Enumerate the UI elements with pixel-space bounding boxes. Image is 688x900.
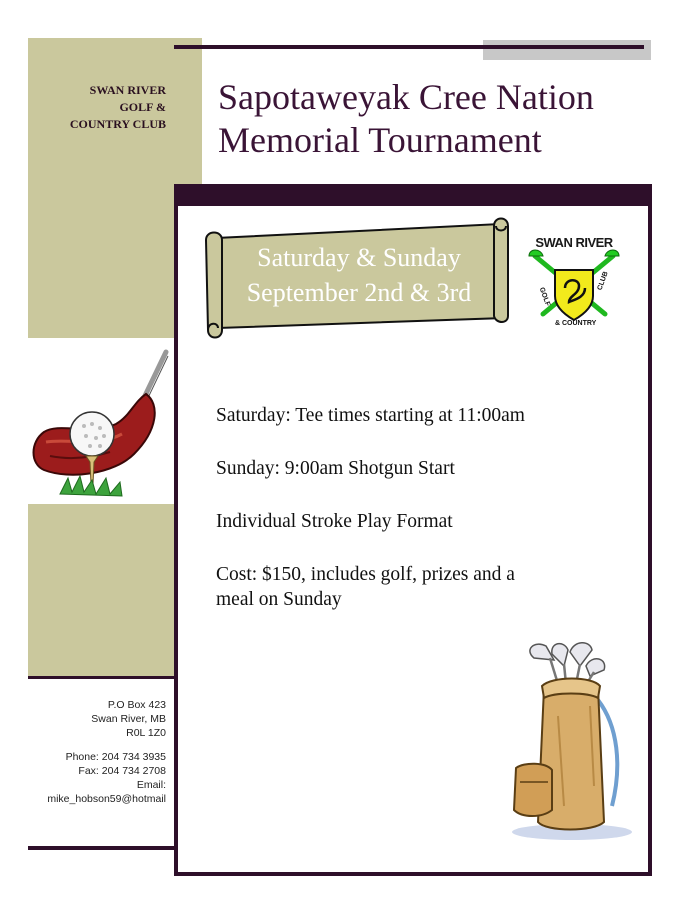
- address-line: Swan River, MB: [91, 713, 166, 725]
- banner-line: Saturday & Sunday: [257, 243, 461, 272]
- club-name: [36, 82, 166, 133]
- logo-side-right: CLUB: [596, 270, 610, 292]
- address-line: P.O Box 423: [107, 699, 166, 711]
- banner-line: September 2nd & 3rd: [246, 278, 472, 307]
- top-rule: [174, 45, 644, 49]
- logo-title: SWAN RIVER: [535, 235, 613, 250]
- title-line: Sapotaweyak Cree Nation: [218, 77, 594, 117]
- email-address[interactable]: mike_hobson59@hotmail: [47, 793, 166, 805]
- detail-tee-times: Saturday: Tee times starting at 11:00am: [216, 405, 525, 426]
- phone-number: Phone: 204 734 3935: [65, 751, 166, 763]
- detail-format: Individual Stroke Play Format: [216, 511, 453, 532]
- address-line: R0L 1Z0: [126, 727, 166, 739]
- contact-info: [30, 698, 166, 806]
- fax-number: Fax: 204 734 2708: [78, 765, 166, 777]
- detail-shotgun-start: Sunday: 9:00am Shotgun Start: [216, 458, 455, 479]
- tournament-details: [216, 403, 536, 640]
- sidebar-bottom-rule: [28, 676, 174, 679]
- top-grey-bar: [483, 40, 651, 60]
- banner-dates: [218, 240, 500, 310]
- club-name-line: COUNTRY CLUB: [69, 117, 166, 131]
- title-line: Memorial Tournament: [218, 120, 542, 160]
- logo-side-left: GOLF: [537, 286, 551, 308]
- email-label: Email:: [136, 779, 166, 791]
- footer-rule: [28, 846, 176, 850]
- detail-cost: Cost: $150, includes golf, prizes and a meal on Sunday: [216, 564, 515, 610]
- logo-bottom-text: & COUNTRY: [555, 320, 597, 326]
- page-title: [218, 76, 658, 162]
- golf-bag-icon: [494, 636, 644, 842]
- golf-clubhead-icon: [30, 346, 172, 502]
- club-name-line: SWAN RIVER: [89, 83, 166, 97]
- club-name-line: GOLF &: [119, 100, 166, 114]
